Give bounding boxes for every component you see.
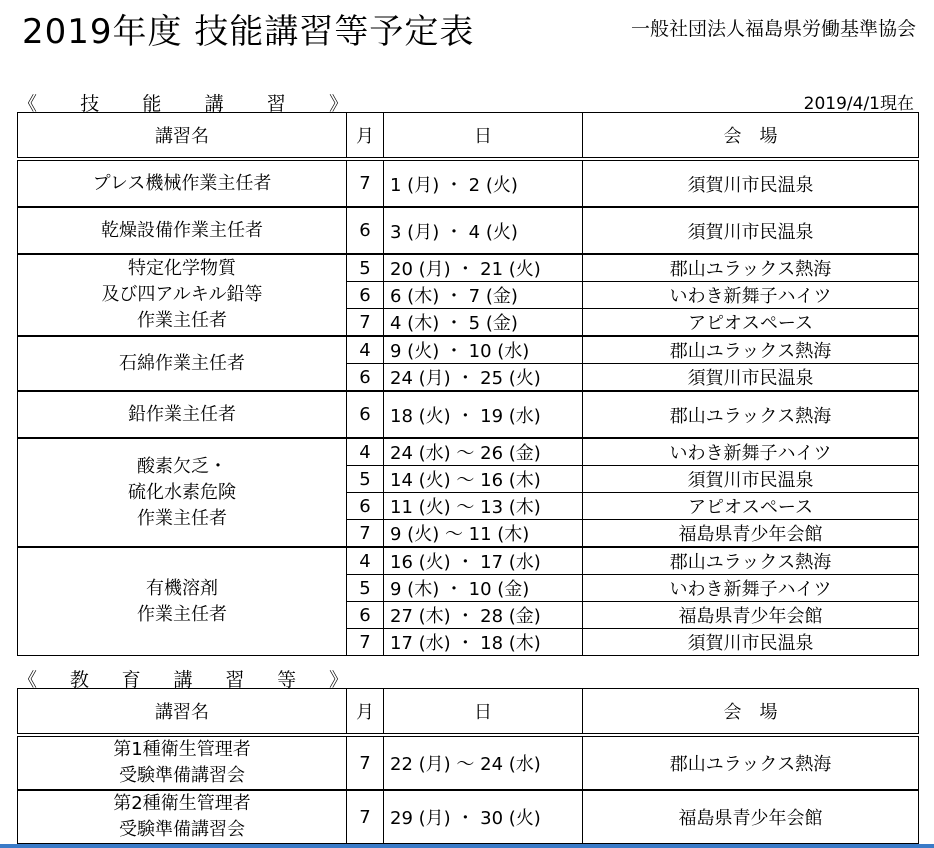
month-cell: 4 bbox=[347, 438, 384, 466]
organization-name: 一般社団法人福島県労働基準協会 bbox=[630, 18, 916, 40]
date-cell: 9 (火) ・ 10 (水) bbox=[384, 336, 583, 364]
heading-char: 育 bbox=[121, 669, 141, 691]
course-name-line: 作業主任者 bbox=[137, 507, 227, 529]
course-name-cell bbox=[18, 207, 347, 254]
date-cell: 14 (火) ～ 16 (木) bbox=[384, 466, 583, 493]
month-cell: 4 bbox=[347, 547, 384, 575]
venue-cell: 須賀川市民温泉 bbox=[583, 159, 919, 207]
table-header-row bbox=[18, 113, 919, 160]
month-cell: 7 bbox=[347, 520, 384, 548]
course-name-line: 酸素欠乏・ bbox=[137, 455, 227, 477]
month-cell: 7 bbox=[347, 790, 384, 844]
date-cell: 11 (火) ～ 13 (木) bbox=[384, 493, 583, 520]
heading-char: 《 bbox=[18, 669, 38, 691]
date-cell: 18 (火) ・ 19 (水) bbox=[384, 391, 583, 438]
date-cell: 6 (木) ・ 7 (金) bbox=[384, 282, 583, 309]
course-name-line: 作業主任者 bbox=[137, 310, 227, 331]
column-header: 日 bbox=[384, 689, 583, 736]
date-cell: 24 (水) ～ 26 (金) bbox=[384, 438, 583, 466]
bottom-border bbox=[0, 844, 934, 848]
month-cell: 7 bbox=[347, 159, 384, 207]
course-name-cell bbox=[18, 735, 347, 790]
course-name-line: 特定化学物質 bbox=[128, 258, 236, 279]
venue-cell: アピオスペース bbox=[583, 493, 919, 520]
date-cell: 22 (月) ～ 24 (水) bbox=[384, 735, 583, 790]
as-of-date: 2019/4/1現在 bbox=[803, 94, 914, 114]
date-cell: 17 (水) ・ 18 (木) bbox=[384, 629, 583, 656]
date-cell: 29 (月) ・ 30 (火) bbox=[384, 790, 583, 844]
table-row bbox=[18, 391, 919, 438]
venue-cell: 福島県青少年会館 bbox=[583, 602, 919, 629]
venue-cell: 郡山ユラックス熱海 bbox=[583, 735, 919, 790]
venue-cell: 郡山ユラックス熱海 bbox=[583, 254, 919, 282]
course-name-line: 作業主任者 bbox=[137, 603, 227, 625]
skill-course-table bbox=[17, 112, 919, 656]
date-cell: 24 (月) ・ 25 (火) bbox=[384, 364, 583, 392]
course-name-line: プレス機械作業主任者 bbox=[92, 172, 272, 194]
venue-cell: いわき新舞子ハイツ bbox=[583, 282, 919, 309]
heading-char: 習 bbox=[266, 93, 286, 115]
month-cell: 7 bbox=[347, 309, 384, 337]
heading-char: 講 bbox=[204, 93, 224, 115]
course-name-cell bbox=[18, 391, 347, 438]
table-row bbox=[18, 790, 919, 844]
course-name-cell bbox=[18, 254, 347, 336]
month-cell: 6 bbox=[347, 391, 384, 438]
education-course-table bbox=[17, 688, 919, 844]
venue-cell: 須賀川市民温泉 bbox=[583, 207, 919, 254]
course-name-line: 鉛作業主任者 bbox=[128, 403, 236, 425]
date-cell: 4 (木) ・ 5 (金) bbox=[384, 309, 583, 337]
venue-cell: いわき新舞子ハイツ bbox=[583, 438, 919, 466]
date-cell: 1 (月) ・ 2 (火) bbox=[384, 159, 583, 207]
venue-cell: 福島県青少年会館 bbox=[583, 790, 919, 844]
course-name-line: 第1種衛生管理者 bbox=[113, 739, 251, 760]
venue-cell: 郡山ユラックス熱海 bbox=[583, 336, 919, 364]
course-name-line: 第2種衛生管理者 bbox=[113, 793, 251, 814]
date-cell: 20 (月) ・ 21 (火) bbox=[384, 254, 583, 282]
venue-cell: 須賀川市民温泉 bbox=[583, 629, 919, 656]
table-row bbox=[18, 438, 919, 466]
column-header: 講習名 bbox=[18, 113, 347, 160]
date-cell: 9 (木) ・ 10 (金) bbox=[384, 575, 583, 602]
month-cell: 6 bbox=[347, 207, 384, 254]
month-cell: 7 bbox=[347, 735, 384, 790]
heading-char: 《 bbox=[18, 93, 38, 115]
venue-cell: アピオスペース bbox=[583, 309, 919, 337]
column-header: 月 bbox=[347, 113, 384, 160]
course-name-line: 石綿作業主任者 bbox=[119, 352, 245, 374]
heading-char: 》 bbox=[328, 93, 348, 115]
course-name-line: 有機溶剤 bbox=[146, 577, 218, 599]
month-cell: 7 bbox=[347, 629, 384, 656]
venue-cell: いわき新舞子ハイツ bbox=[583, 575, 919, 602]
heading-char: 習 bbox=[225, 669, 245, 691]
venue-cell: 郡山ユラックス熱海 bbox=[583, 391, 919, 438]
course-name-cell bbox=[18, 790, 347, 844]
month-cell: 4 bbox=[347, 336, 384, 364]
course-name-line: 硫化水素危険 bbox=[128, 481, 236, 503]
course-name-line: 受験準備講習会 bbox=[119, 765, 245, 786]
course-name-cell bbox=[18, 547, 347, 656]
month-cell: 5 bbox=[347, 575, 384, 602]
table-row bbox=[18, 547, 919, 575]
course-name-line: 乾燥設備作業主任者 bbox=[101, 219, 263, 241]
column-header: 日 bbox=[384, 113, 583, 160]
table-row bbox=[18, 207, 919, 254]
table-row bbox=[18, 254, 919, 282]
date-cell: 3 (月) ・ 4 (火) bbox=[384, 207, 583, 254]
column-header: 月 bbox=[347, 689, 384, 736]
date-cell: 16 (火) ・ 17 (水) bbox=[384, 547, 583, 575]
month-cell: 6 bbox=[347, 602, 384, 629]
heading-char: 能 bbox=[142, 93, 162, 115]
page-title: 2019年度 技能講習等予定表 bbox=[22, 12, 475, 52]
month-cell: 6 bbox=[347, 282, 384, 309]
venue-cell: 福島県青少年会館 bbox=[583, 520, 919, 548]
table-row bbox=[18, 159, 919, 207]
column-header: 講習名 bbox=[18, 689, 347, 736]
month-cell: 5 bbox=[347, 254, 384, 282]
table-row bbox=[18, 735, 919, 790]
date-cell: 9 (火) ～ 11 (木) bbox=[384, 520, 583, 548]
course-name-cell bbox=[18, 438, 347, 547]
column-header: 会 場 bbox=[583, 113, 919, 160]
course-name-cell bbox=[18, 336, 347, 391]
heading-char: 等 bbox=[277, 669, 297, 691]
month-cell: 6 bbox=[347, 493, 384, 520]
table-header-row bbox=[18, 689, 919, 736]
month-cell: 5 bbox=[347, 466, 384, 493]
course-name-line: 及び四アルキル鉛等 bbox=[101, 284, 263, 305]
course-name-cell bbox=[18, 159, 347, 207]
course-name-line: 受験準備講習会 bbox=[119, 819, 245, 840]
month-cell: 6 bbox=[347, 364, 384, 392]
venue-cell: 須賀川市民温泉 bbox=[583, 364, 919, 392]
date-cell: 27 (木) ・ 28 (金) bbox=[384, 602, 583, 629]
heading-char: 講 bbox=[173, 669, 193, 691]
table-row bbox=[18, 336, 919, 364]
heading-char: 》 bbox=[328, 669, 348, 691]
venue-cell: 郡山ユラックス熱海 bbox=[583, 547, 919, 575]
heading-char: 技 bbox=[80, 93, 100, 115]
column-header: 会 場 bbox=[583, 689, 919, 736]
venue-cell: 須賀川市民温泉 bbox=[583, 466, 919, 493]
heading-char: 教 bbox=[69, 669, 89, 691]
